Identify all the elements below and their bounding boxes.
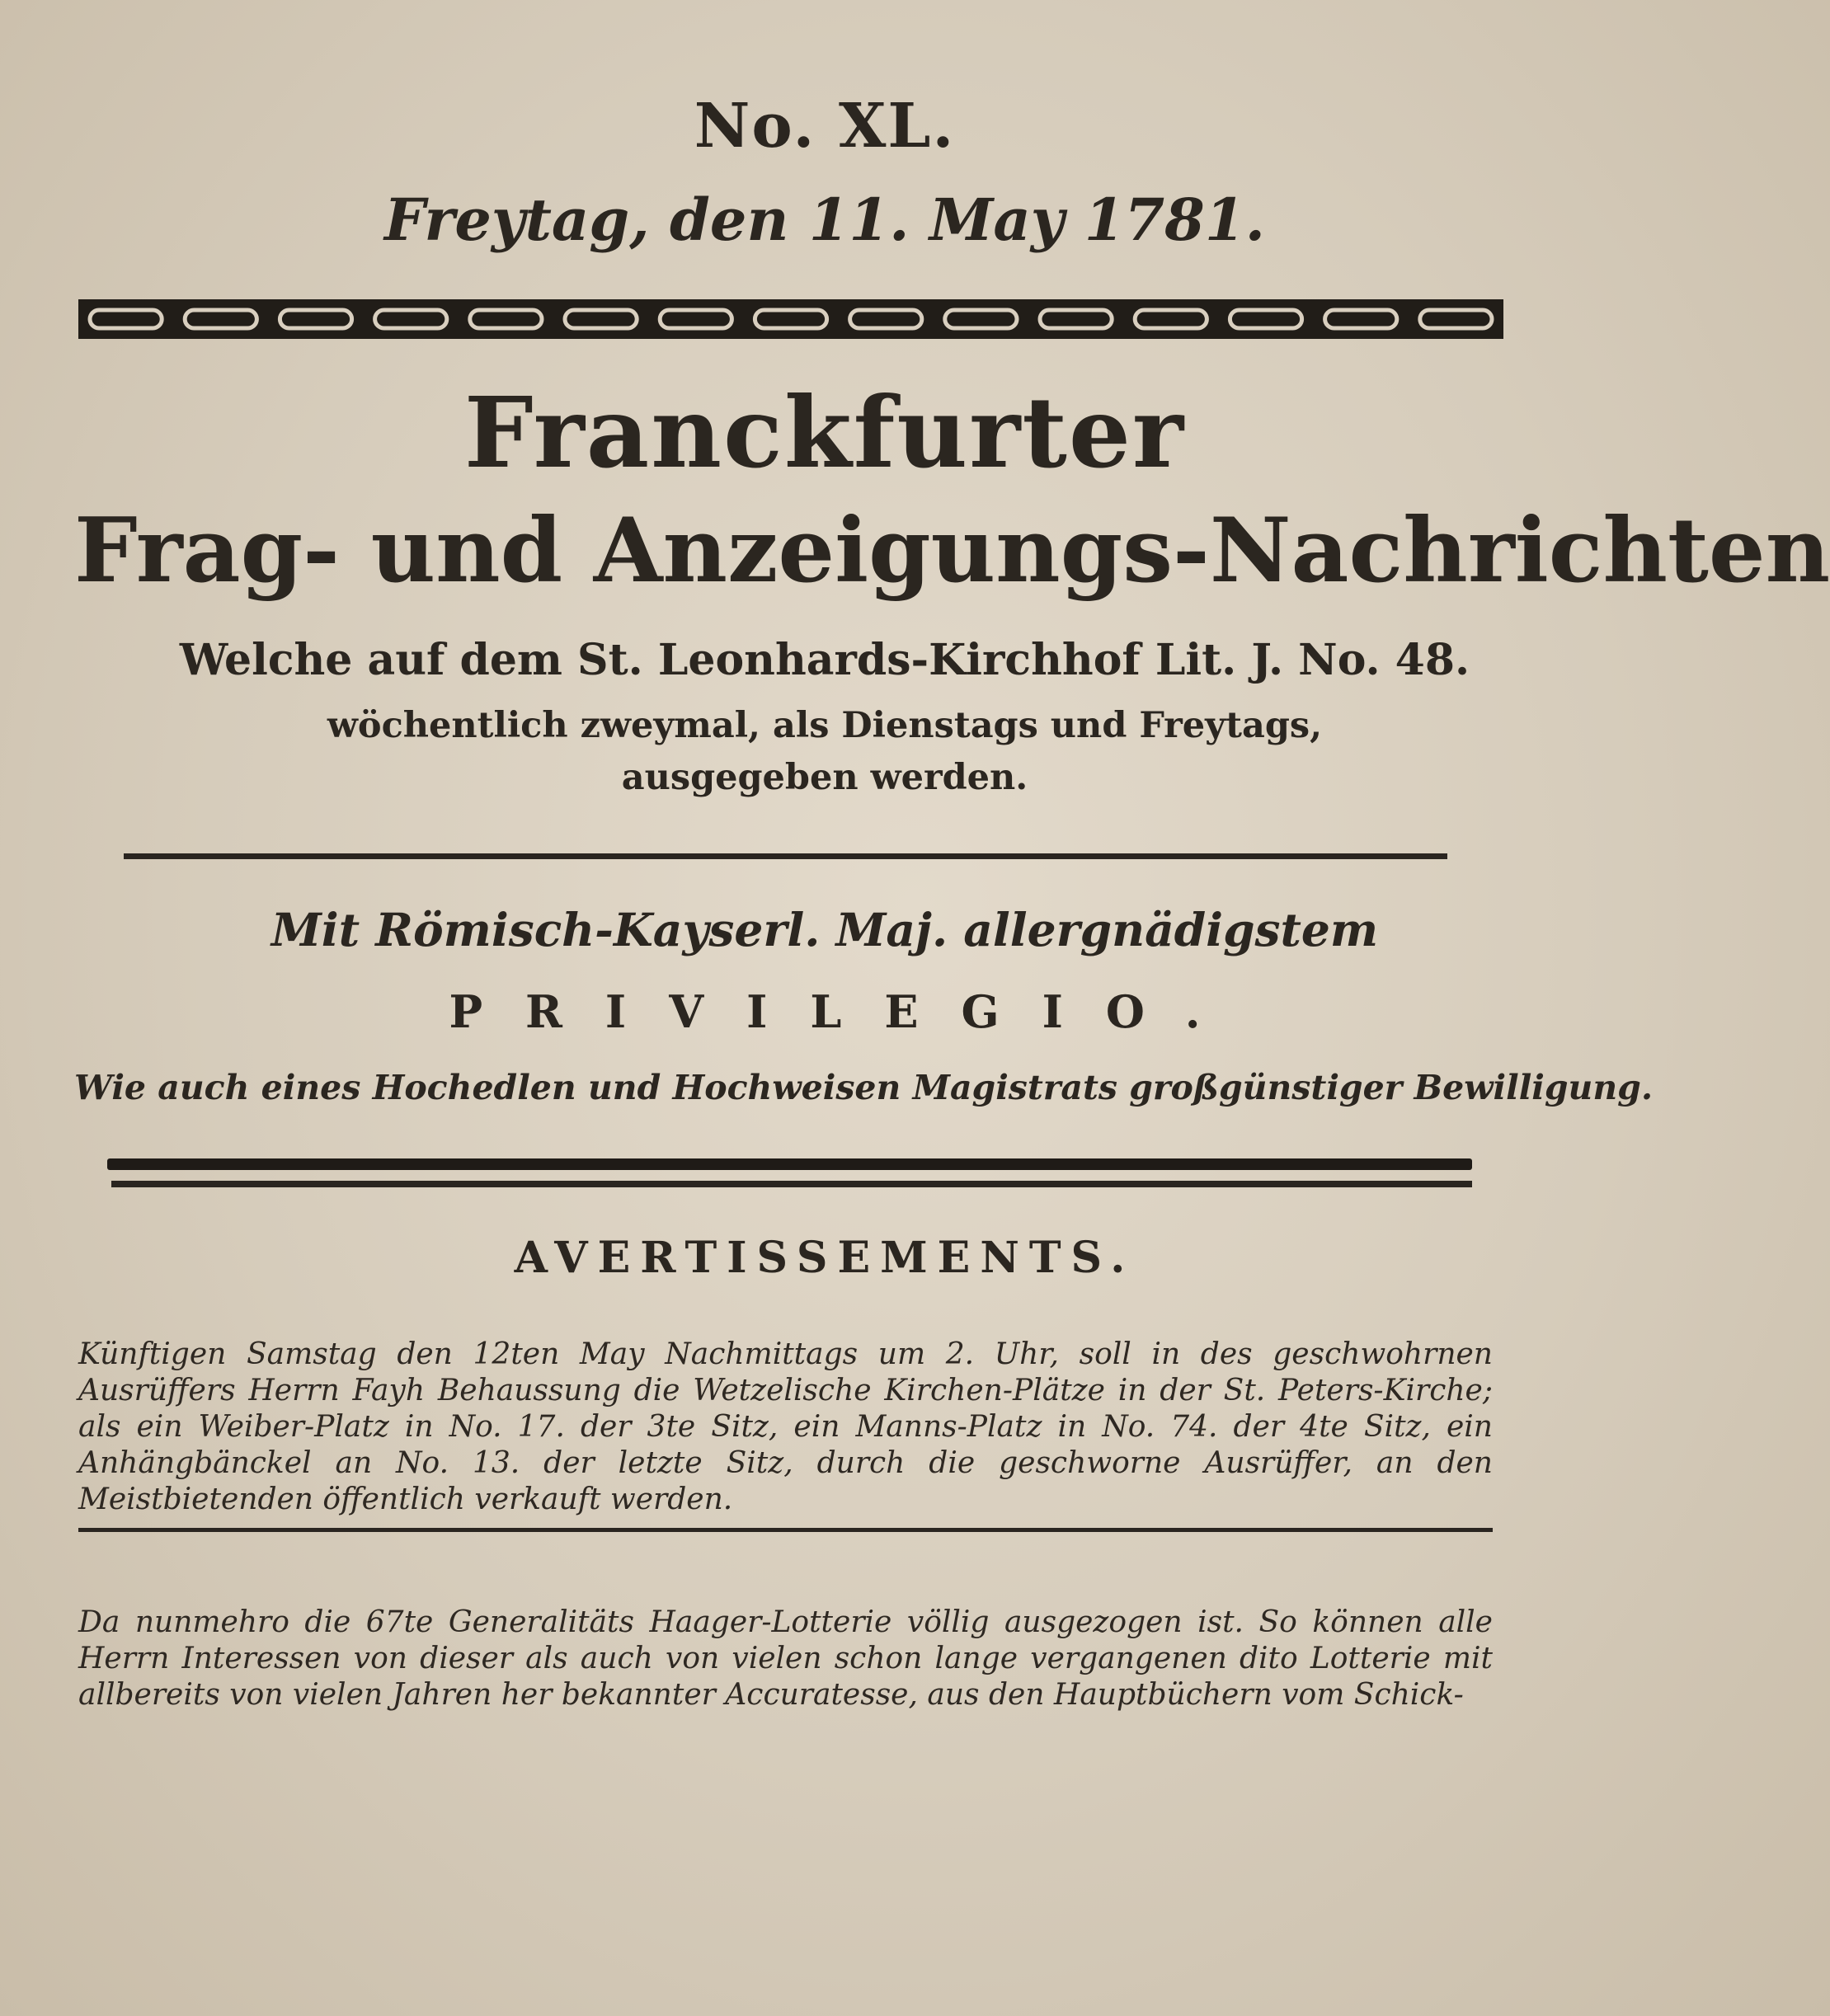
issue-date: Freytag, den 11. May 1781.: [384, 186, 1265, 254]
heavy-divider-rule: [107, 1158, 1472, 1170]
chain-link: [280, 310, 351, 328]
divider-rule: [124, 853, 1447, 859]
masthead-issued-line: ausgegeben werden.: [621, 757, 1028, 798]
privilege-line3: Wie auch eines Hochedlen und Hochweisen Magistrats großgünstiger Bewilligung.: [74, 1068, 1654, 1107]
masthead-title-line1: Franckfurter: [463, 375, 1186, 490]
chain-link: [1135, 310, 1207, 328]
article-divider-rule: [78, 1528, 1493, 1532]
section-heading: AVERTISSEMENTS.: [514, 1233, 1136, 1283]
masthead-address-line: Welche auf dem St. Leonhards-Kirchhof Lit. J. No. 48.: [179, 635, 1470, 685]
masthead-frequency-line: wöchentlich zweymal, als Dienstags und Freytags,: [327, 705, 1323, 746]
chain-link: [755, 310, 826, 328]
chain-ornament: [78, 299, 1503, 339]
ornamental-chain-rule: [78, 299, 1503, 339]
issue-number: No. XL.: [694, 91, 956, 162]
chain-link: [1420, 310, 1492, 328]
privilege-line1: Mit Römisch-Kayserl. Maj. allergnädigstem: [271, 903, 1379, 956]
chain-link: [375, 310, 447, 328]
chain-link: [185, 310, 256, 328]
chain-link: [945, 310, 1017, 328]
chain-link: [1040, 310, 1112, 328]
chain-link: [470, 310, 542, 328]
chain-link: [90, 310, 162, 328]
chain-link: [1325, 310, 1397, 328]
chain-link: [1230, 310, 1301, 328]
article-paragraph: Da nunmehro die 67te Generalitäts Haager-Lotterie völlig ausgezogen ist. So können alle Herrn Interessen von dieser als auch von vielen schon lange vergangenen dito Lotterie mit allbereits von vielen Jahren her bekannter Accuratesse, aus den Hauptbüchern vom Schick-: [78, 1605, 1493, 1712]
privilege-line2: PRIVILEGIO.: [449, 985, 1244, 1038]
chain-link: [850, 310, 922, 328]
masthead-title-line2: Frag- und Anzeigungs-Nachrichten: [74, 499, 1830, 603]
chain-link: [565, 310, 637, 328]
chain-link: [660, 310, 732, 328]
divider-rule-secondary: [111, 1181, 1472, 1187]
article-paragraph: Künftigen Samstag den 12ten May Nachmittags um 2. Uhr, soll in des geschwohrnen Ausrüffers Herrn Fayh Behaussung die Wetzelische Kirchen-Plätze in der St. Peters-Kirche; als ein Weiber-Platz in No. 17. der 3te Sitz, ein Manns-Platz in No. 74. der 4te Sitz, ein Anhängbänckel an No. 13. der letzte Sitz, durch die geschworne Ausrüffer, an den Meistbietenden öffentlich verkauft werden.: [78, 1337, 1493, 1516]
